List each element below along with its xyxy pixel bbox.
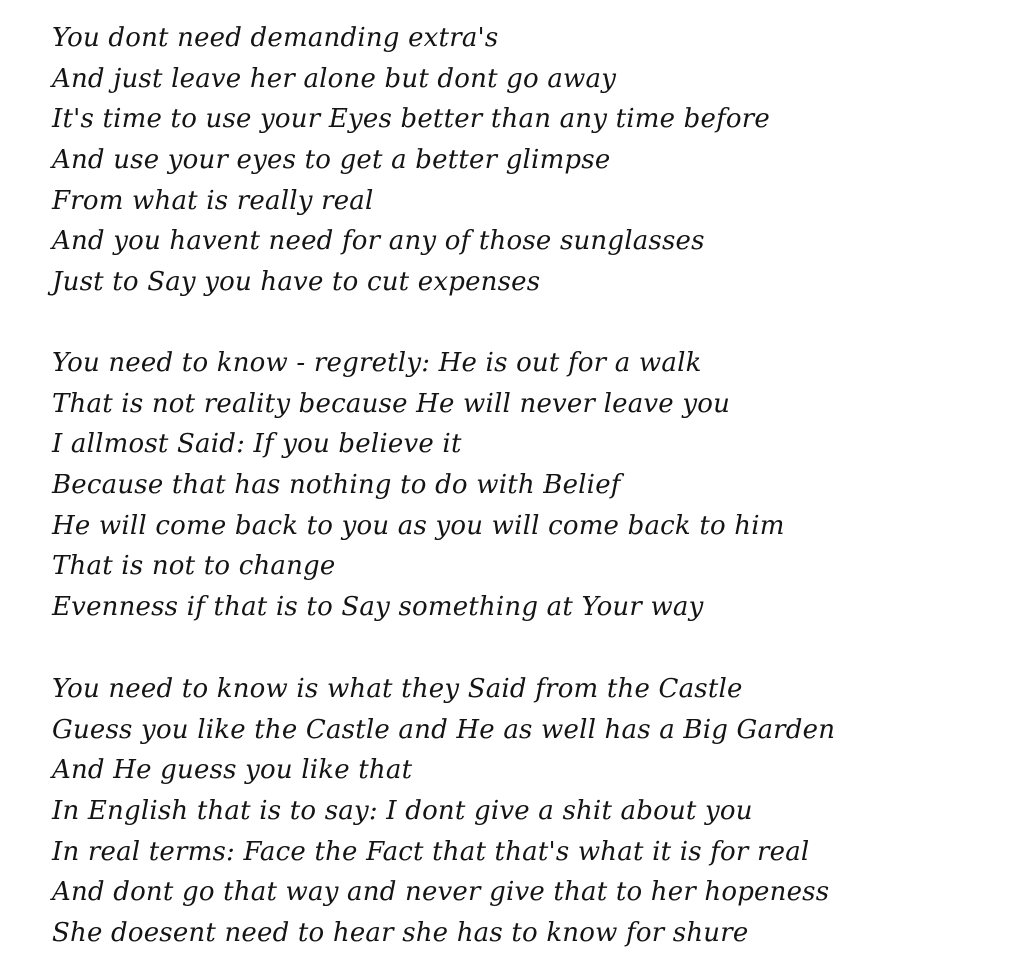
- poem-line: Evenness if that is to Say something at Your way: [52, 592, 704, 623]
- poem-line: She doesent need to hear she has to know for shure: [52, 918, 749, 949]
- poem-line: And just leave her alone but dont go away: [52, 63, 617, 94]
- poem-line: In real terms: Face the Fact that that's what it is for real: [52, 836, 810, 867]
- poem-line: You dont need demanding extra's: [52, 23, 499, 53]
- poem-line: And dont go that way and never give that to her hopeness: [52, 877, 830, 908]
- poem-line: It's time to use your Eyes better than any time before: [52, 104, 770, 135]
- poem-line: And you havent need for any of those sunglasses: [52, 226, 705, 257]
- poem-line: You need to know is what they Said from the Castle: [52, 674, 743, 704]
- poem-line: From what is really real: [52, 185, 374, 216]
- poem-line: And He guess you like that: [52, 755, 413, 786]
- poem-line: You need to know - regretly: He is out for a walk: [52, 348, 702, 378]
- poem-line: Guess you like the Castle and He as well has a Big Garden: [52, 714, 836, 745]
- stanza-2: [52, 343, 785, 628]
- poem-line: In English that is to say: I dont give a shit about you: [52, 796, 753, 827]
- poem-line: Because that has nothing to do with Belief: [52, 470, 621, 501]
- stanza-1: [52, 18, 770, 303]
- poem-line: I allmost Said: If you believe it: [52, 429, 462, 460]
- poem-line: That is not reality because He will never leave you: [52, 388, 731, 419]
- poem-line: He will come back to you as you will come back to him: [52, 510, 785, 541]
- poem-line: That is not to change: [52, 551, 336, 582]
- poem-line: Just to Say you have to cut expenses: [52, 267, 541, 298]
- poem-line: And use your eyes to get a better glimpse: [52, 145, 611, 176]
- stanza-3: [52, 669, 835, 954]
